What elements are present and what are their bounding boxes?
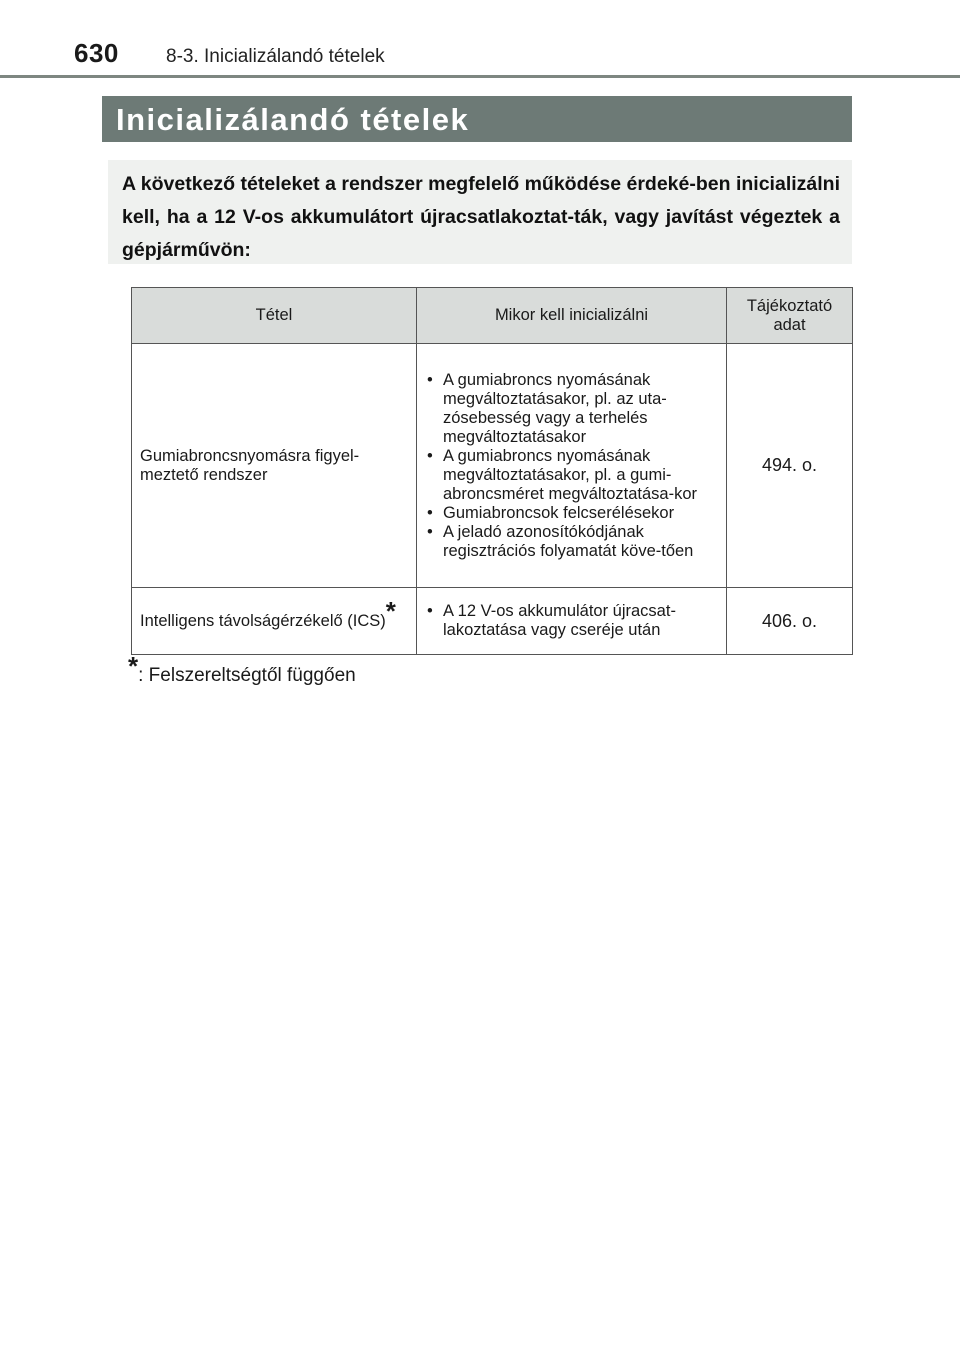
table-row — [132, 344, 853, 588]
when-cell — [417, 588, 727, 655]
intro-text: A következő tételeket a rendszer megfelelő működése érdeké-ben inicializálni kell, ha a 12 V-os akkumulátort újracsatlakoztat-ták, vagy javítást végeztek a gépjárművön: — [122, 173, 840, 261]
footnote-text: : Felszereltségtől függően — [138, 665, 356, 686]
footnote-marker: * — [128, 651, 139, 681]
bullet-list — [425, 602, 718, 640]
reference-cell: 494. o. — [727, 344, 853, 588]
running-header: 8-3. Inicializálandó tételek — [166, 46, 385, 67]
item-cell: Gumiabroncsnyomásra figyel-meztető rendszer — [132, 344, 417, 588]
item-cell — [132, 588, 417, 655]
intro-box — [108, 160, 852, 264]
initialization-table — [131, 287, 853, 655]
list-item: • A 12 V-os akkumulátor újracsat-lakoztatása vagy cseréje után — [425, 602, 718, 640]
list-item: • Gumiabroncsok felcserélésekor — [425, 504, 718, 523]
item-label: Intelligens távolságérzékelő (ICS) — [140, 612, 386, 630]
column-header-reference: Tájékoztató adat — [727, 288, 853, 344]
list-item: • A gumiabroncs nyomásának megváltoztatásakor, pl. a gumi-abroncsméret megváltoztatása-kor — [425, 447, 718, 504]
section-title: Inicializálandó tételek — [116, 102, 470, 137]
footnote — [128, 651, 356, 687]
section-banner — [102, 96, 852, 142]
when-cell — [417, 344, 727, 588]
table-header-row — [132, 288, 853, 344]
list-item: • A gumiabroncs nyomásának megváltoztatásakor, pl. az uta-zósebesség vagy a terhelés megváltoztatásakor — [425, 371, 718, 447]
bullet-list — [425, 371, 718, 561]
footnote-marker: * — [385, 596, 396, 626]
page-number: 630 — [74, 38, 119, 68]
table-row — [132, 588, 853, 655]
reference-cell: 406. o. — [727, 588, 853, 655]
list-item: • A jeladó azonosítókódjának regisztrációs folyamatát köve-tően — [425, 523, 718, 561]
header-divider — [0, 75, 960, 78]
column-header-item: Tétel — [132, 288, 417, 344]
column-header-when: Mikor kell inicializálni — [417, 288, 727, 344]
